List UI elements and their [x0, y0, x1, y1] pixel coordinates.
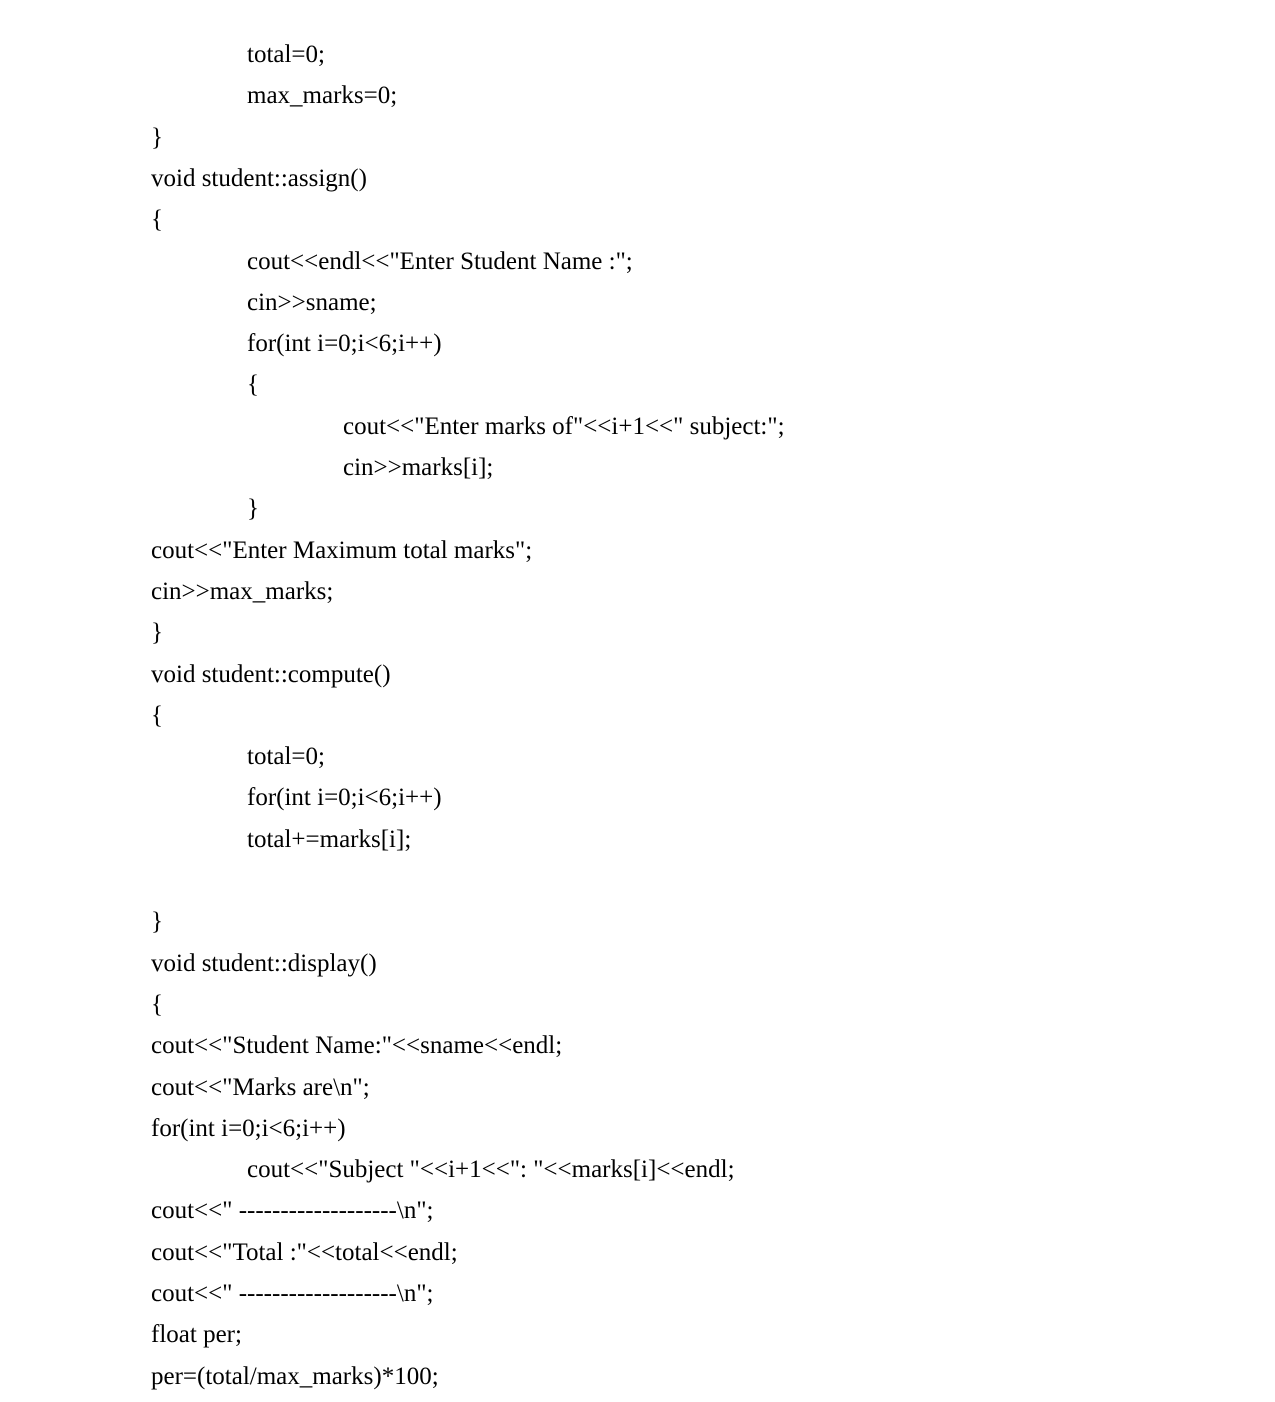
code-line: void student::display(): [151, 950, 377, 977]
code-line: total=0;: [247, 41, 325, 68]
code-line: total+=marks[i];: [247, 826, 412, 853]
code-line: cout<<"Student Name:"<<sname<<endl;: [151, 1032, 563, 1059]
code-line: cout<<"Enter marks of"<<i+1<<" subject:";: [343, 413, 785, 440]
code-line: for(int i=0;i<6;i++): [247, 784, 442, 811]
code-line: {: [151, 206, 163, 233]
code-line: cout<<" -------------------\n";: [151, 1197, 434, 1224]
code-line: cin>>marks[i];: [343, 454, 494, 481]
code-line: total=0;: [247, 743, 325, 770]
code-line: }: [151, 619, 163, 646]
code-line: }: [247, 495, 259, 522]
code-line: cout<<"Enter Maximum total marks";: [151, 537, 533, 564]
code-line: cin>>max_marks;: [151, 578, 334, 605]
code-line: float per;: [151, 1321, 242, 1348]
code-line: void student::assign(): [151, 165, 367, 192]
code-line: {: [247, 371, 259, 398]
code-line: }: [151, 124, 163, 151]
code-line: cout<<endl<<"Enter Student Name :";: [247, 248, 633, 275]
code-line: per=(total/max_marks)*100;: [151, 1363, 439, 1390]
code-line: for(int i=0;i<6;i++): [151, 1115, 346, 1142]
code-line: cout<<"Marks are\n";: [151, 1074, 370, 1101]
code-line: max_marks=0;: [247, 82, 398, 109]
code-line: void student::compute(): [151, 661, 391, 688]
code-line: {: [151, 991, 163, 1018]
code-line: cout<<"Subject "<<i+1<<": "<<marks[i]<<endl;: [247, 1156, 735, 1183]
code-line: cin>>sname;: [247, 289, 377, 316]
code-line: }: [151, 908, 163, 935]
code-line: cout<<" -------------------\n";: [151, 1280, 434, 1307]
code-line: {: [151, 702, 163, 729]
code-line: cout<<"Total :"<<total<<endl;: [151, 1239, 458, 1266]
code-line: for(int i=0;i<6;i++): [247, 330, 442, 357]
